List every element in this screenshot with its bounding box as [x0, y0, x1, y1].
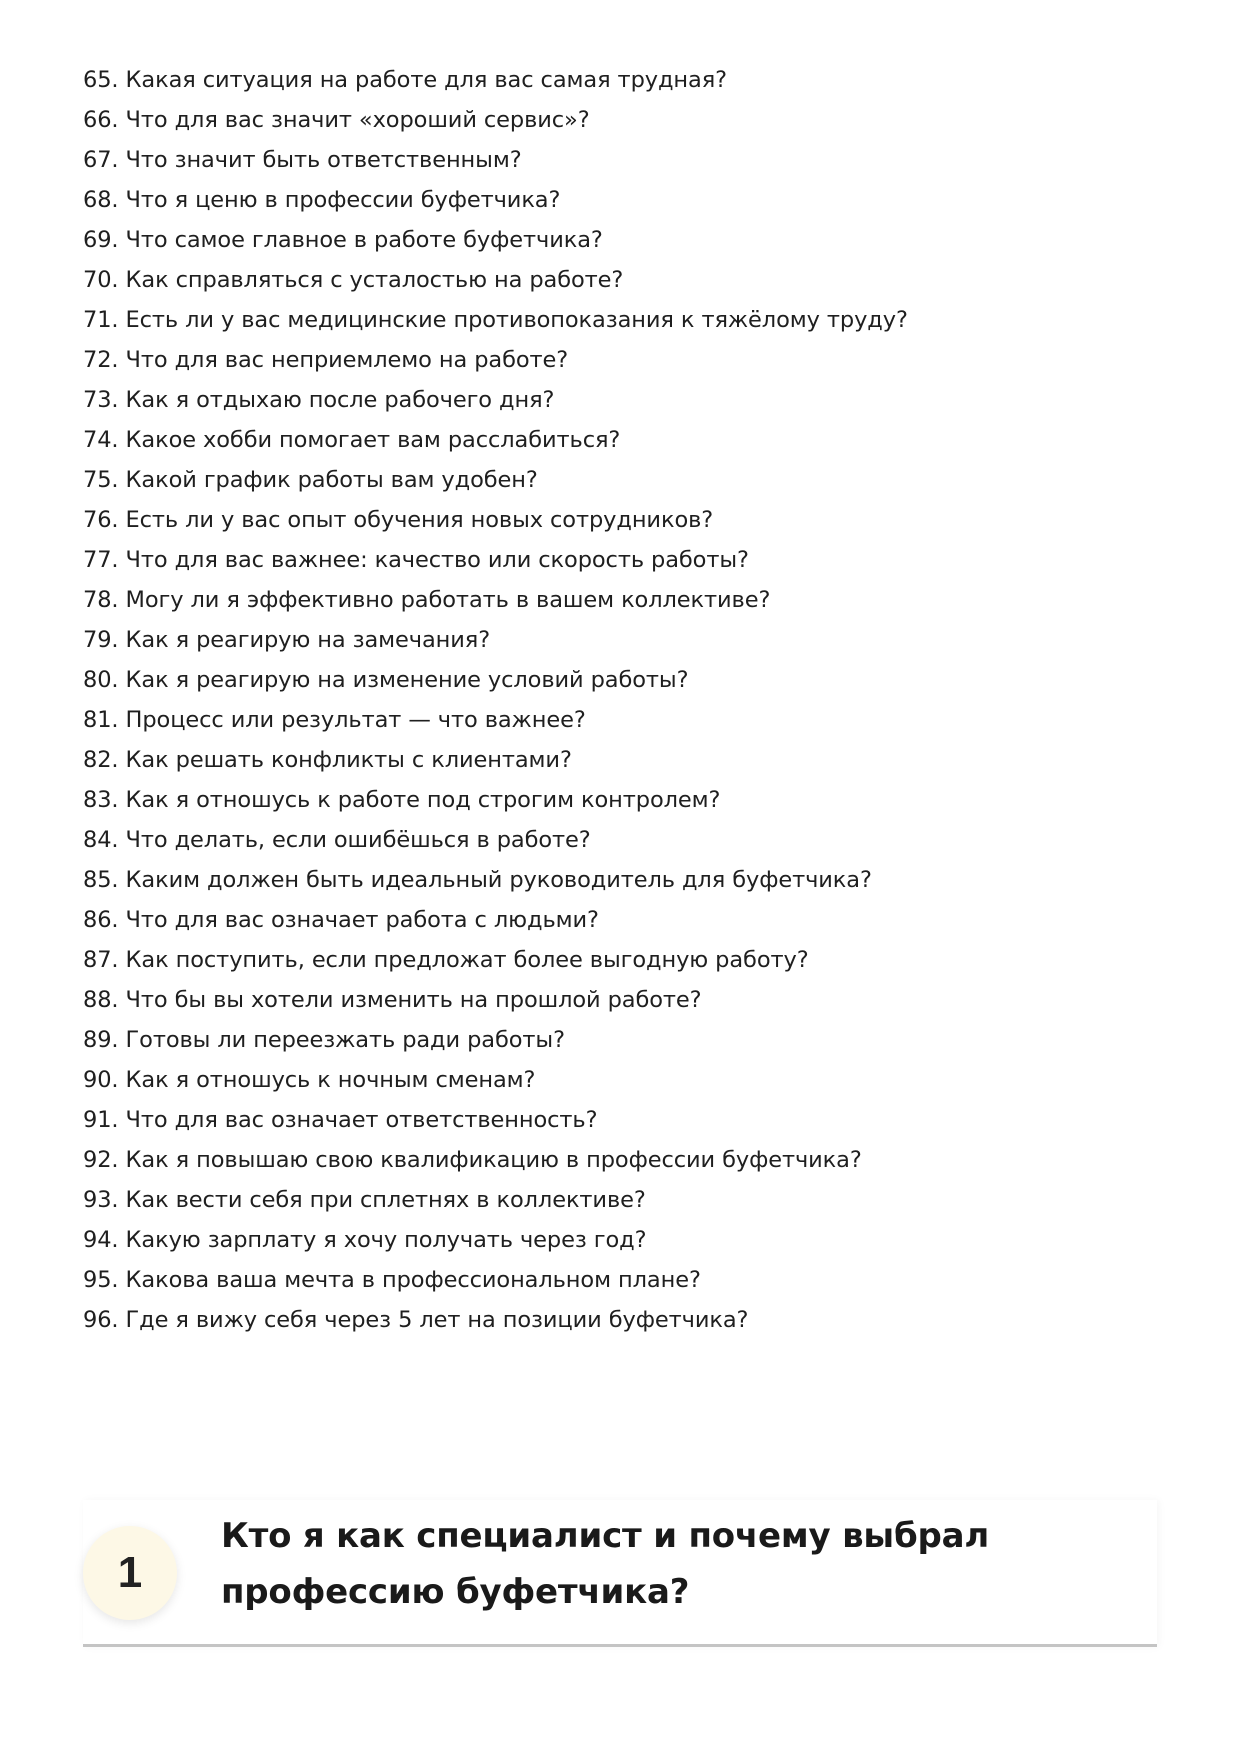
question-item: 78. Могу ли я эффективно работать в вашем коллективе?	[83, 587, 771, 613]
question-item: 89. Готовы ли переезжать ради работы?	[83, 1027, 565, 1053]
question-item: 71. Есть ли у вас медицинские противопоказания к тяжёлому труду?	[83, 307, 908, 333]
question-item: 86. Что для вас означает работа с людьми?	[83, 907, 599, 933]
question-item: 72. Что для вас неприемлемо на работе?	[83, 347, 569, 373]
question-item: 92. Как я повышаю свою квалификацию в профессии буфетчика?	[83, 1147, 862, 1173]
question-list	[83, 60, 908, 1340]
question-item: 77. Что для вас важнее: качество или скорость работы?	[83, 547, 749, 573]
section-title: Кто я как специалист и почему выбрал профессию буфетчика?	[221, 1516, 990, 1612]
section-number-badge: 1	[83, 1526, 177, 1620]
question-item: 84. Что делать, если ошибёшься в работе?	[83, 827, 591, 853]
question-item: 74. Какое хобби помогает вам расслабиться?	[83, 427, 621, 453]
section-header-card	[83, 1500, 1157, 1647]
question-item: 68. Что я ценю в профессии буфетчика?	[83, 187, 561, 213]
question-item: 66. Что для вас значит «хороший сервис»?	[83, 107, 590, 133]
question-item: 73. Как я отдыхаю после рабочего дня?	[83, 387, 555, 413]
question-item: 75. Какой график работы вам удобен?	[83, 467, 538, 493]
question-item: 70. Как справляться с усталостью на работе?	[83, 267, 624, 293]
question-item: 69. Что самое главное в работе буфетчика?	[83, 227, 603, 253]
question-item: 83. Как я отношусь к работе под строгим контролем?	[83, 787, 721, 813]
question-item: 79. Как я реагирую на замечания?	[83, 627, 491, 653]
question-item: 81. Процесс или результат — что важнее?	[83, 707, 586, 733]
question-item: 90. Как я отношусь к ночным сменам?	[83, 1067, 536, 1093]
question-item: 88. Что бы вы хотели изменить на прошлой работе?	[83, 987, 702, 1013]
question-item: 67. Что значит быть ответственным?	[83, 147, 522, 173]
question-item: 65. Какая ситуация на работе для вас самая трудная?	[83, 67, 727, 93]
question-item: 93. Как вести себя при сплетнях в коллективе?	[83, 1187, 646, 1213]
question-item: 85. Каким должен быть идеальный руководитель для буфетчика?	[83, 867, 872, 893]
question-item: 91. Что для вас означает ответственность?	[83, 1107, 598, 1133]
question-item: 82. Как решать конфликты с клиентами?	[83, 747, 572, 773]
question-item: 87. Как поступить, если предложат более выгодную работу?	[83, 947, 809, 973]
question-item: 96. Где я вижу себя через 5 лет на позиции буфетчика?	[83, 1307, 749, 1333]
question-item: 95. Какова ваша мечта в профессиональном плане?	[83, 1267, 701, 1293]
question-item: 94. Какую зарплату я хочу получать через год?	[83, 1227, 647, 1253]
question-item: 80. Как я реагирую на изменение условий работы?	[83, 667, 689, 693]
question-item: 76. Есть ли у вас опыт обучения новых сотрудников?	[83, 507, 714, 533]
